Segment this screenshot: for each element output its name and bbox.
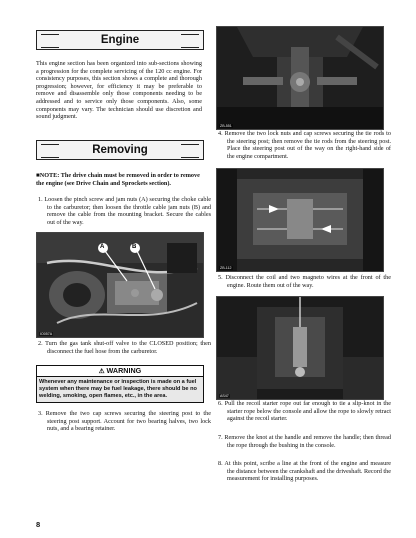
carburetor-illustration [37, 233, 203, 337]
callout-b: B [132, 244, 137, 250]
note-marker: ■ [36, 172, 40, 179]
warning-triangle-icon: ⚠ [98, 368, 105, 375]
figure-id: ZB-551 [220, 124, 232, 128]
note-text: NOTE: The drive chain must be removed in order to remove the engine (see Drive Chain and Sprockets section). [36, 172, 200, 187]
section-title-text: Engine [100, 34, 140, 46]
steering-post-illustration [217, 27, 383, 129]
step-7: 7. Remove the knot at the handle and remove the handle; then thread the rope through the bushing in the console. [218, 434, 391, 449]
note-drive-chain [36, 172, 202, 187]
figure-recoil-starter-photo [216, 296, 384, 400]
warning-box [36, 365, 204, 403]
warning-title: WARNING [106, 366, 142, 375]
step-3: 3. Remove the two cap screws securing the steering post to the steering post support. Account for two bearing halves, two lock nuts, and a bearing retainer. [38, 410, 211, 433]
section-title-engine [36, 30, 204, 50]
figure-id: IO057A [40, 332, 53, 336]
coil-magneto-illustration [217, 169, 383, 271]
figure-coil-magneto-photo [216, 168, 384, 272]
figure-id: AS47 [220, 394, 229, 398]
warning-header [37, 366, 203, 377]
step-6: 6. Pull the recoil starter rope out far enough to tie a slip-knot in the starter rope below the console and allow the rope to slowly retract against the recoil starter. [218, 400, 391, 423]
page-number: 8 [36, 520, 41, 529]
figure-carburetor-photo [36, 232, 204, 338]
intro-paragraph: This engine section has been organized into sub-sections showing a progression for the complete servicing of the 120 cc engine. For consistency purposes, this section shows a complete and thorough progression; however, for efficiency it may be preferable to remove and disassemble only those components needing to be addressed and to service only those components. Also, some components may vary. The technician should use discretion and sound judgment. [36, 60, 202, 121]
figure-steering-post-photo [216, 26, 384, 130]
warning-text: Whenever any maintenance or inspection is made on a fuel system when there may be fuel leakage, there should be no welding, smoking, open flames, etc., in the area. [37, 377, 203, 402]
step-4: 4. Remove the two lock nuts and cap screws securing the tie rods to the steering post; then remove the tie rods from the steering post. Place the steering post out of the way on the right-hand side of the engine compartment. [218, 130, 391, 160]
step-5: 5. Disconnect the coil and two magneto wires at the front of the engine. Route them out of the way. [218, 274, 391, 289]
step-2: 2. Turn the gas tank shut-off valve to the CLOSED position; then disconnect the fuel hose from the carburetor. [38, 340, 211, 355]
step-8: 8. At this point, scribe a line at the front of the engine and measure the distance between the crankshaft and the driveshaft. Record the measurement for installing purposes. [218, 460, 391, 483]
step-1: 1. Loosen the pinch screw and jam nuts (A) securing the choke cable to the carburetor; then loosen the throttle cable jam nuts (B) and remove the cable from the mounting bracket. Secure the cables out of the way. [38, 196, 211, 226]
figure-id: ZB-112 [220, 266, 232, 270]
subsection-title-removing [36, 140, 204, 160]
subsection-title-text: Removing [92, 144, 148, 156]
recoil-starter-illustration [217, 297, 383, 399]
callout-a: A [100, 244, 105, 250]
